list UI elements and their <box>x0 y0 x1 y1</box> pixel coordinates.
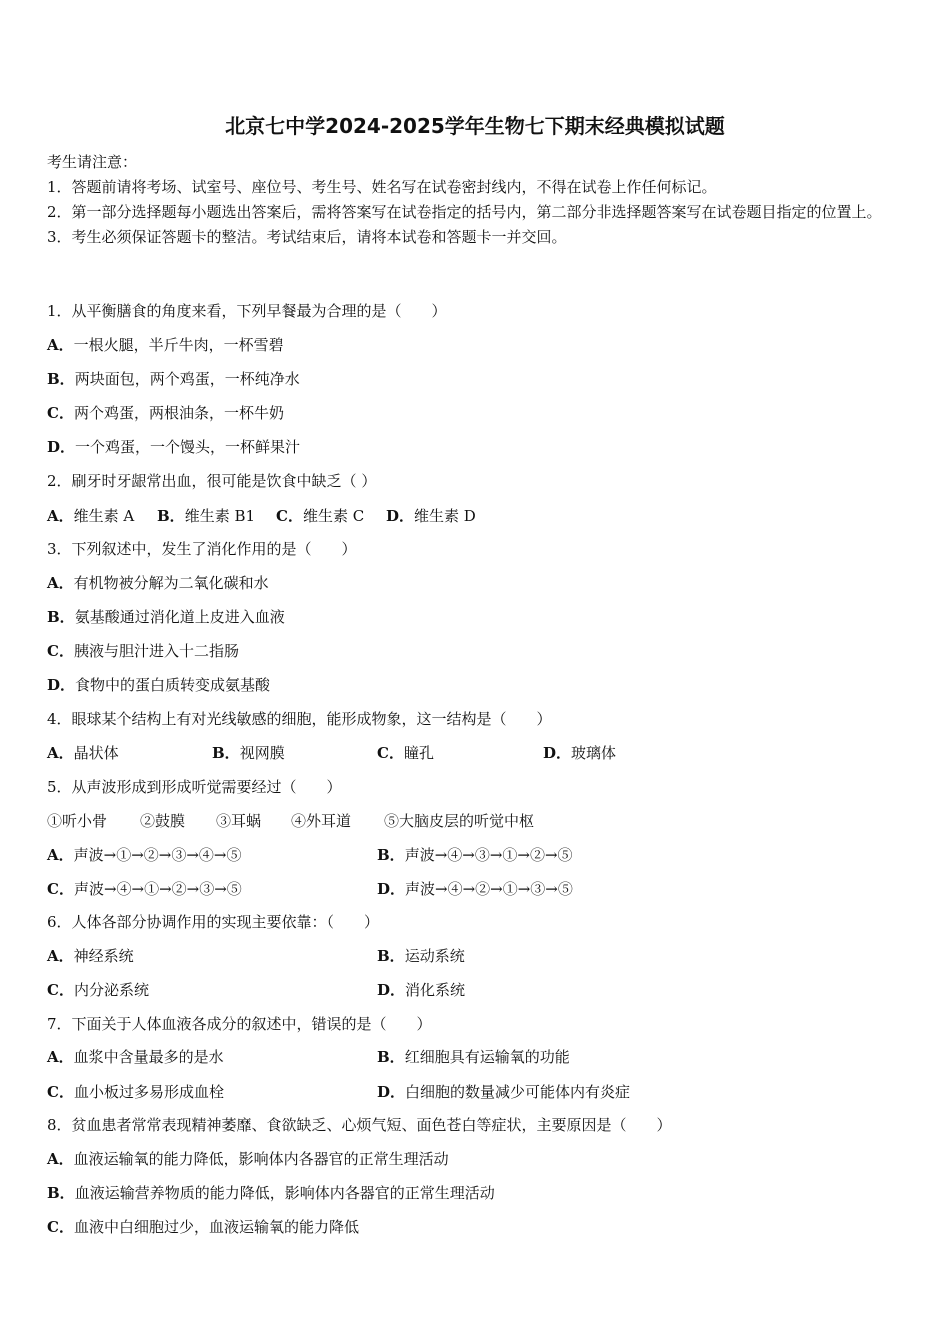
option <box>276 506 364 526</box>
option <box>47 335 284 355</box>
option <box>377 980 465 1000</box>
option <box>47 403 284 423</box>
option-letter: B． <box>47 370 75 388</box>
option-letter: B． <box>377 846 405 864</box>
option-letter: A． <box>47 1048 74 1066</box>
option-letter: B． <box>47 608 75 626</box>
option-text: 血小板过多易形成血栓 <box>73 1083 224 1101</box>
option-text: 白细胞的数量减少可能体内有炎症 <box>405 1083 631 1101</box>
option-text: 血液中白细胞过少，血液运输氧的能力降低 <box>73 1218 359 1236</box>
option-letter: B． <box>212 744 240 762</box>
question-stem: 7．下面关于人体血液各成分的叙述中，错误的是（ ） <box>47 1015 432 1033</box>
option-letter: C． <box>47 981 74 999</box>
option-text: 维生素 C <box>302 507 365 525</box>
option-letter: A． <box>47 947 74 965</box>
option <box>377 743 434 763</box>
option <box>47 573 269 593</box>
list-item: ④外耳道 <box>291 812 352 830</box>
option <box>47 675 270 695</box>
option-letter: B． <box>377 1048 405 1066</box>
option-text: 内分泌系统 <box>73 981 149 999</box>
option-letter: D． <box>543 744 572 762</box>
option <box>47 980 149 1000</box>
option <box>47 1149 449 1169</box>
option-letter: C． <box>47 404 74 422</box>
option <box>377 845 573 865</box>
option-text: 声波→④→③→①→②→⑤ <box>404 846 573 864</box>
option <box>47 607 285 627</box>
option <box>157 506 255 526</box>
option-letter: C． <box>47 1083 74 1101</box>
option <box>47 1183 495 1203</box>
list-item: ②鼓膜 <box>140 812 186 830</box>
option-letter: D． <box>47 438 76 456</box>
option-text: 两块面包，两个鸡蛋，一杯纯净水 <box>74 370 300 388</box>
option-letter: A． <box>47 744 74 762</box>
option-text: 一根火腿，半斤牛肉，一杯雪碧 <box>73 336 284 354</box>
option-text: 声波→①→②→③→④→⑤ <box>73 846 242 864</box>
option <box>47 369 300 389</box>
option <box>212 743 285 763</box>
option <box>47 506 134 526</box>
option <box>47 743 119 763</box>
option-letter: D． <box>47 676 76 694</box>
list-item: ⑤大脑皮层的听觉中枢 <box>384 812 535 830</box>
option-text: 玻璃体 <box>571 744 617 762</box>
option-letter: C． <box>377 744 404 762</box>
question-stem: 2．刷牙时牙龈常出血，很可能是饮食中缺乏（ ） <box>47 472 377 490</box>
option-letter: B． <box>377 947 405 965</box>
option-letter: C． <box>47 642 74 660</box>
option-text: 维生素 B1 <box>184 507 256 525</box>
notice-item: 1．答题前请将考场、试室号、座位号、考生号、姓名写在试卷密封线内，不得在试卷上作任何标记。 <box>47 178 717 196</box>
notice-block <box>47 150 902 250</box>
option-letter: A． <box>47 574 74 592</box>
notice-item: 2．第一部分选择题每小题选出答案后，需将答案写在试卷指定的括号内，第二部分非选择题答案写在试卷题目指定的位置上。 <box>47 203 882 221</box>
option-letter: B． <box>47 1184 75 1202</box>
option-text: 声波→④→①→②→③→⑤ <box>73 880 242 898</box>
list-item: ①听小骨 <box>47 812 108 830</box>
option-text: 神经系统 <box>73 947 134 965</box>
option-text: 瞳孔 <box>403 744 434 762</box>
option-text: 运动系统 <box>404 947 465 965</box>
question-stem: 3．下列叙述中，发生了消化作用的是（ ） <box>47 540 357 558</box>
option-letter: A． <box>47 507 74 525</box>
option-letter: C． <box>276 507 303 525</box>
option <box>377 1082 630 1102</box>
page-title: 北京七中学2024-2025学年生物七下期末经典模拟试题 <box>225 114 725 138</box>
option <box>47 1047 224 1067</box>
option-text: 一个鸡蛋，一个馒头，一杯鲜果汁 <box>75 438 301 456</box>
option-letter: A． <box>47 1150 74 1168</box>
option <box>377 879 573 899</box>
option-letter: D． <box>377 880 406 898</box>
option-text: 两个鸡蛋，两根油条，一杯牛奶 <box>73 404 284 422</box>
option-letter: B． <box>157 507 185 525</box>
option <box>47 1217 359 1237</box>
option-text: 血液运输营养物质的能力降低，影响体内各器官的正常生理活动 <box>74 1184 495 1202</box>
notice-heading: 考生请注意： <box>47 153 138 171</box>
option-text: 消化系统 <box>405 981 466 999</box>
option-letter: C． <box>47 880 74 898</box>
option-letter: C． <box>47 1218 74 1236</box>
option-text: 氨基酸通过消化道上皮进入血液 <box>74 608 285 626</box>
option <box>47 845 241 865</box>
option-text: 视网膜 <box>239 744 285 762</box>
option-text: 红细胞具有运输氧的功能 <box>404 1048 570 1066</box>
option-text: 胰液与胆汁进入十二指肠 <box>73 642 239 660</box>
option <box>386 506 476 526</box>
question-stem: 8．贫血患者常常表现精神萎靡、食欲缺乏、心烦气短、面色苍白等症状，主要原因是（ ） <box>47 1116 672 1134</box>
option <box>47 1082 224 1102</box>
option-letter: A． <box>47 336 74 354</box>
option-text: 声波→④→②→①→③→⑤ <box>405 880 573 898</box>
option-text: 维生素 D <box>414 507 476 525</box>
option <box>47 641 239 661</box>
option-letter: D． <box>377 981 406 999</box>
option-letter: D． <box>386 507 415 525</box>
option <box>377 946 465 966</box>
question-stem: 4．眼球某个结构上有对光线敏感的细胞，能形成物象，这一结构是（ ） <box>47 710 552 728</box>
question-stem: 1．从平衡膳食的角度来看，下列早餐最为合理的是（ ） <box>47 302 447 320</box>
option-text: 食物中的蛋白质转变成氨基酸 <box>75 676 271 694</box>
option-text: 晶状体 <box>73 744 119 762</box>
option <box>47 946 134 966</box>
option-letter: D． <box>377 1083 406 1101</box>
option-text: 有机物被分解为二氧化碳和水 <box>73 574 269 592</box>
option-letter: A． <box>47 846 74 864</box>
question-stem: 5．从声波形成到形成听觉需要经过（ ） <box>47 778 342 796</box>
option <box>47 437 300 457</box>
notice-item: 3．考生必须保证答题卡的整洁。考试结束后，请将本试卷和答题卡一并交回。 <box>47 228 567 246</box>
list-item: ③耳蜗 <box>216 812 262 830</box>
option <box>47 879 242 899</box>
option-text: 血液运输氧的能力降低，影响体内各器官的正常生理活动 <box>73 1150 449 1168</box>
question-stem: 6．人体各部分协调作用的实现主要依靠：（ ） <box>47 913 380 931</box>
option <box>543 743 616 763</box>
option <box>377 1047 570 1067</box>
option-text: 维生素 A <box>73 507 135 525</box>
option-text: 血浆中含量最多的是水 <box>73 1048 224 1066</box>
